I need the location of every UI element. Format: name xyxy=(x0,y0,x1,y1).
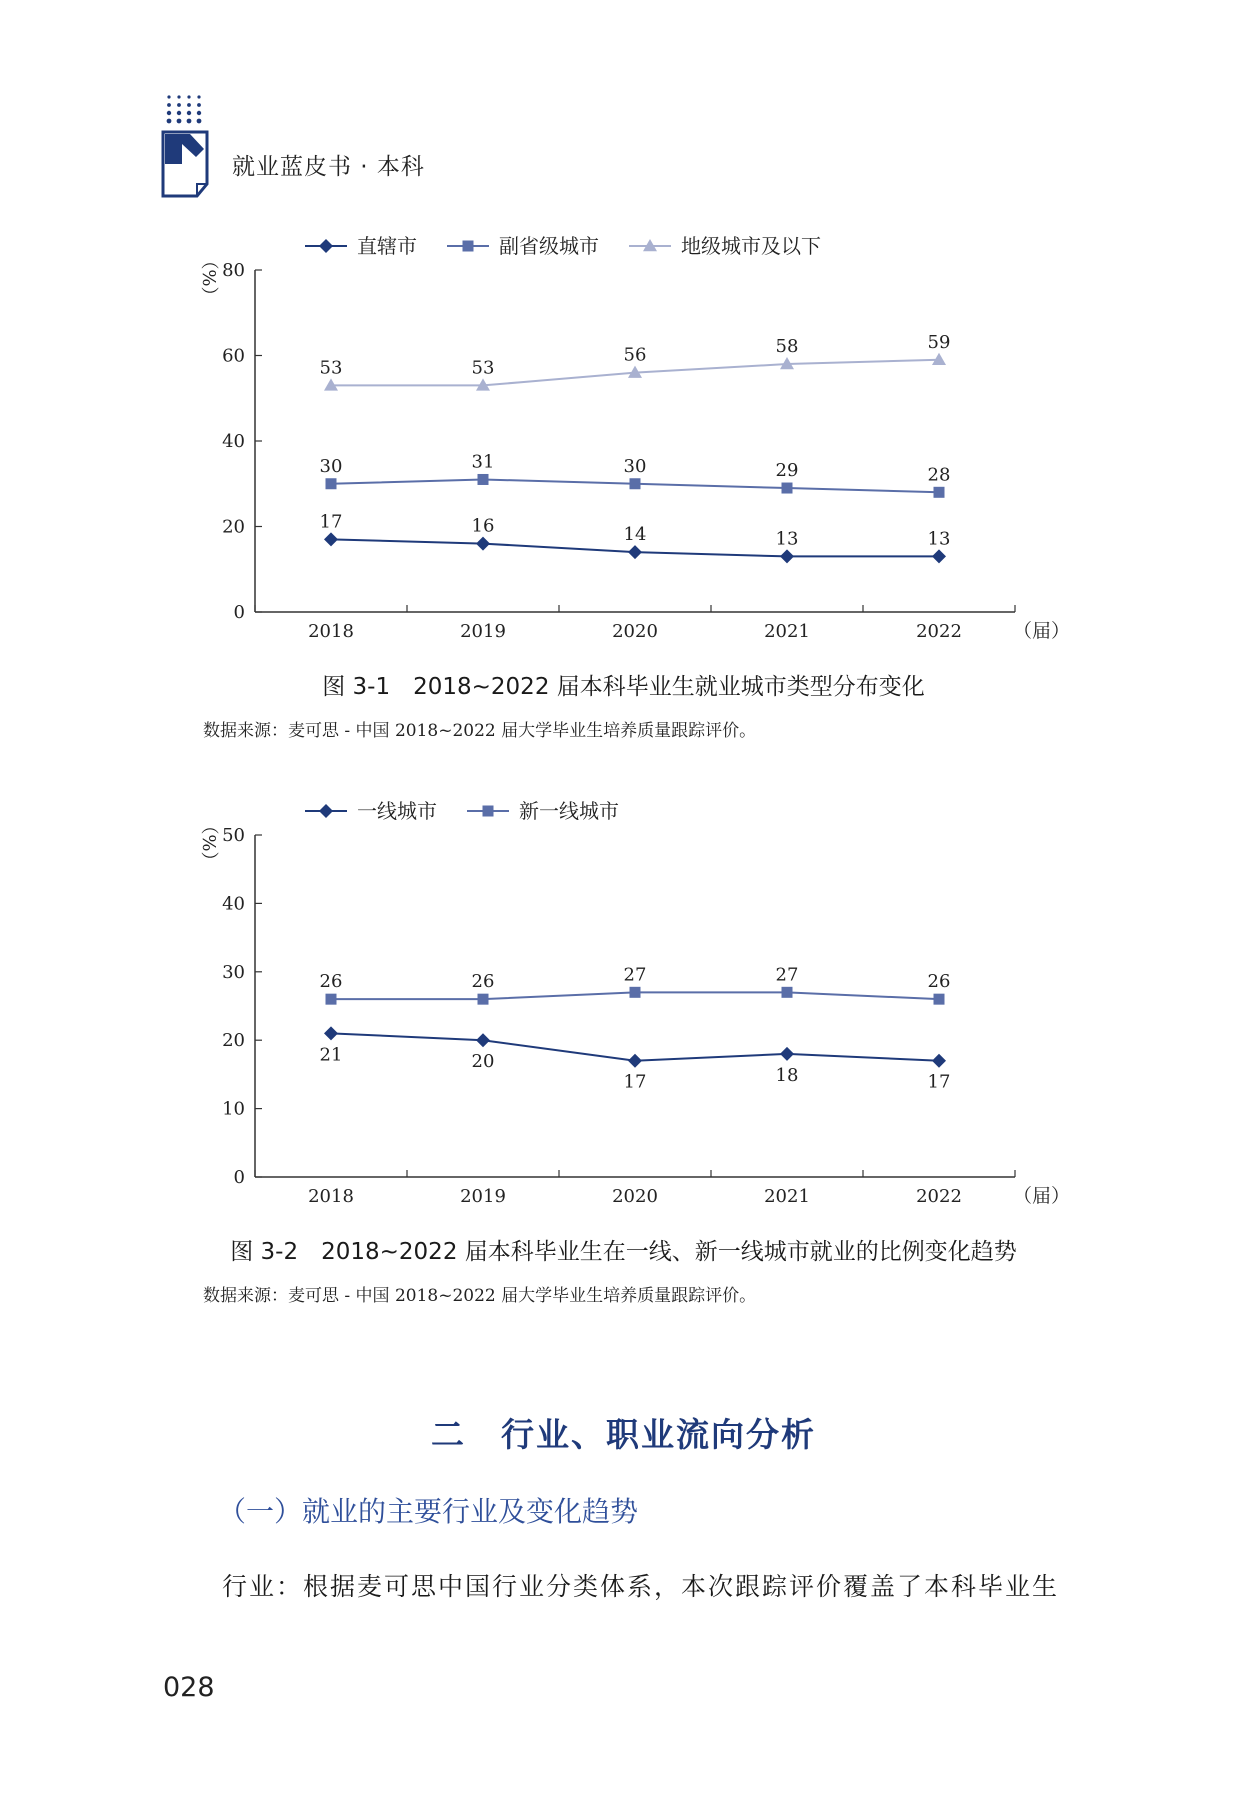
x-tick-label: 2021 xyxy=(764,1186,810,1207)
x-tick-label: 2022 xyxy=(916,621,962,642)
data-point xyxy=(782,483,793,494)
body-paragraph: 行业：根据麦可思中国行业分类体系，本次跟踪评价覆盖了本科毕业生 xyxy=(222,1572,1060,1601)
y-axis-label: （%） xyxy=(198,816,219,870)
data-label: 31 xyxy=(471,451,495,473)
data-point xyxy=(478,474,489,485)
x-tick-label: 2022 xyxy=(916,1186,962,1207)
x-tick-label: 2019 xyxy=(460,621,506,642)
x-tick-label: 2018 xyxy=(308,1186,354,1207)
y-tick-label: 10 xyxy=(222,1098,245,1120)
data-label: 27 xyxy=(623,964,647,986)
data-point xyxy=(630,987,641,998)
subsection-title: （一）就业的主要行业及变化趋势 xyxy=(218,1495,639,1528)
x-axis-label: （届） xyxy=(1013,1185,1071,1207)
data-point xyxy=(780,1047,794,1061)
x-tick-label: 2021 xyxy=(764,621,810,642)
x-tick-label: 2018 xyxy=(308,621,354,642)
y-tick-label: 40 xyxy=(222,431,245,452)
page-number: 028 xyxy=(163,1672,215,1703)
y-tick-label: 50 xyxy=(222,825,245,846)
data-label: 56 xyxy=(623,344,647,366)
x-tick-label: 2020 xyxy=(612,1186,658,1207)
data-label: 13 xyxy=(927,528,951,550)
data-point xyxy=(628,1054,642,1068)
y-tick-label: 80 xyxy=(222,260,245,281)
data-point xyxy=(780,549,794,563)
data-point xyxy=(932,549,946,563)
chart-first-tier-cities xyxy=(0,795,1247,1215)
data-point xyxy=(628,545,642,559)
legend-label: 新一线城市 xyxy=(519,799,619,823)
data-label: 53 xyxy=(471,357,495,379)
data-point xyxy=(324,532,338,546)
data-point xyxy=(478,994,489,1005)
data-label: 27 xyxy=(775,964,799,986)
data-label: 13 xyxy=(775,528,799,550)
x-tick-label: 2019 xyxy=(460,1186,506,1207)
data-point xyxy=(630,478,641,489)
y-tick-label: 0 xyxy=(233,602,245,623)
legend-marker xyxy=(319,239,333,253)
x-tick-label: 2020 xyxy=(612,621,658,642)
y-axis-label: （%） xyxy=(198,251,219,305)
legend-label: 副省级城市 xyxy=(499,234,599,258)
data-label: 26 xyxy=(319,971,343,993)
figure1-caption: 图 3-1 2018~2022 届本科毕业生就业城市类型分布变化 xyxy=(322,674,925,700)
figure1-source: 数据来源：麦可思 - 中国 2018~2022 届大学毕业生培养质量跟踪评价。 xyxy=(203,721,757,741)
data-label: 17 xyxy=(927,1071,951,1093)
data-point xyxy=(476,1033,490,1047)
legend-label: 一线城市 xyxy=(357,799,437,823)
data-point xyxy=(932,1054,946,1068)
y-tick-label: 20 xyxy=(222,516,245,538)
chart-employment-city-type xyxy=(0,230,1247,650)
data-point xyxy=(326,478,337,489)
y-tick-label: 40 xyxy=(222,893,245,915)
data-label: 53 xyxy=(319,357,343,379)
data-label: 30 xyxy=(623,455,647,477)
book-logo-icon xyxy=(160,92,212,200)
data-label: 20 xyxy=(471,1051,495,1073)
legend-label: 直辖市 xyxy=(357,234,417,258)
data-label: 28 xyxy=(927,464,951,486)
y-tick-label: 60 xyxy=(222,345,245,367)
data-label: 26 xyxy=(471,971,495,993)
data-label: 26 xyxy=(927,971,951,993)
legend-marker xyxy=(463,241,474,252)
header-title: 就业蓝皮书 · 本科 xyxy=(232,154,425,180)
data-point xyxy=(782,987,793,998)
data-label: 17 xyxy=(319,511,343,533)
data-label: 18 xyxy=(775,1064,799,1086)
data-label: 17 xyxy=(623,1071,647,1093)
data-label: 16 xyxy=(471,515,495,537)
y-tick-label: 20 xyxy=(222,1030,245,1052)
legend-marker xyxy=(319,804,333,818)
data-label: 58 xyxy=(775,336,799,358)
data-point xyxy=(476,537,490,551)
legend-label: 地级城市及以下 xyxy=(681,234,821,258)
data-point xyxy=(932,353,946,365)
data-label: 29 xyxy=(775,460,799,482)
section-title: 二 行业、职业流向分析 xyxy=(431,1415,816,1454)
figure2-source: 数据来源：麦可思 - 中国 2018~2022 届大学毕业生培养质量跟踪评价。 xyxy=(203,1286,757,1306)
data-label: 30 xyxy=(319,455,343,477)
figure2-caption: 图 3-2 2018~2022 届本科毕业生在一线、新一线城市就业的比例变化趋势 xyxy=(230,1239,1017,1265)
data-point xyxy=(934,994,945,1005)
legend-marker xyxy=(483,806,494,817)
x-axis-label: （届） xyxy=(1013,620,1071,642)
data-point xyxy=(326,994,337,1005)
data-point xyxy=(934,487,945,498)
y-tick-label: 0 xyxy=(233,1167,245,1188)
y-tick-label: 30 xyxy=(222,961,245,983)
data-label: 21 xyxy=(319,1044,343,1066)
data-point xyxy=(324,1026,338,1040)
data-label: 14 xyxy=(623,524,647,546)
data-label: 59 xyxy=(927,331,951,353)
